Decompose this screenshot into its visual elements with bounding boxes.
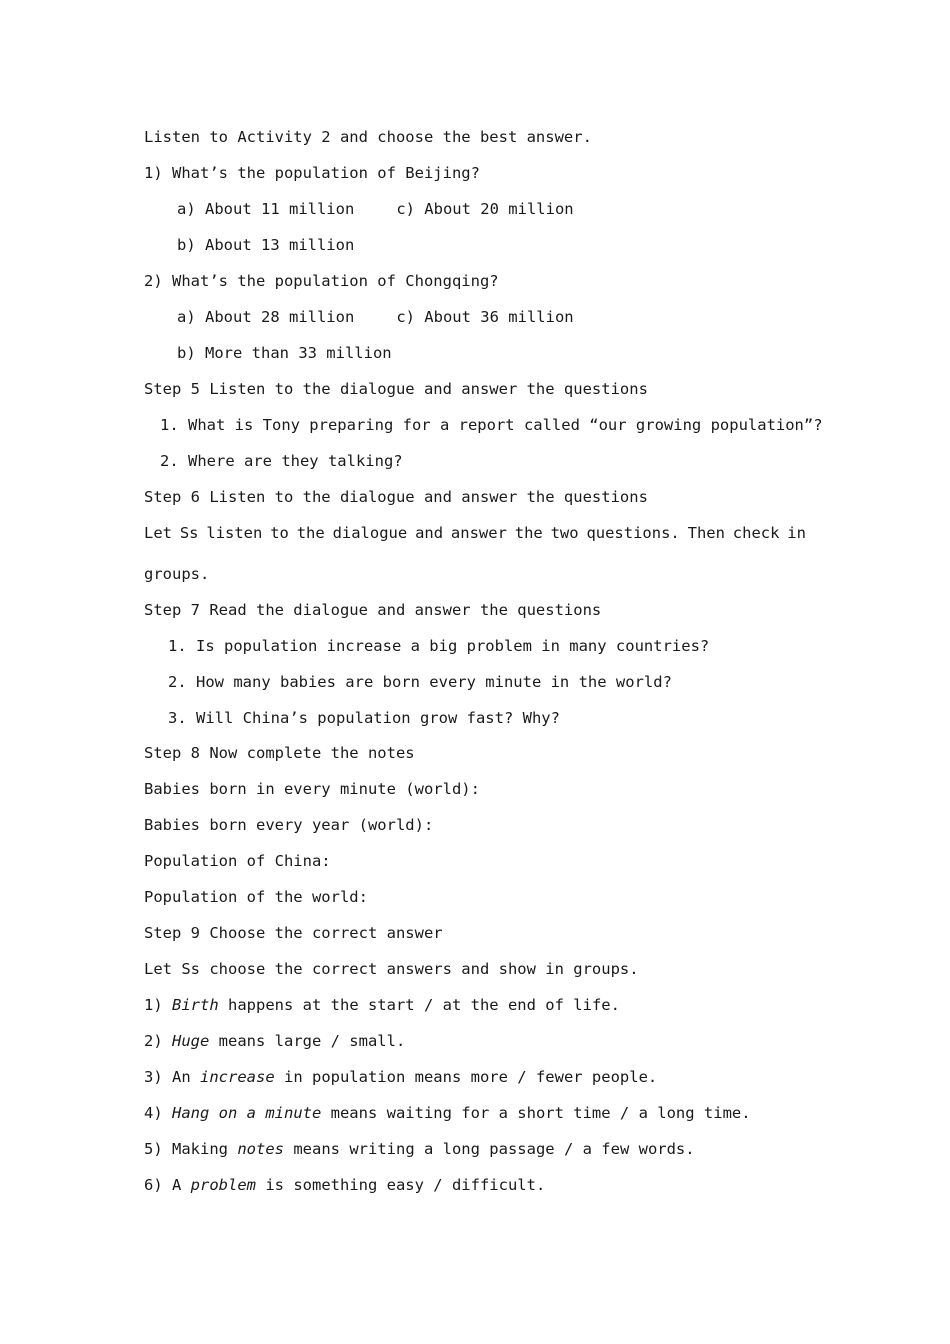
step6-word: Then <box>687 524 725 542</box>
step6-word: the <box>296 524 325 542</box>
question-1: 1) What’s the population of Beijing? <box>144 164 480 182</box>
step5-title: Step 5 Listen to the dialogue and answer the questions <box>144 380 648 398</box>
step7-title: Step 7 Read the dialogue and answer the questions <box>144 601 602 619</box>
step6-word: to <box>270 524 289 542</box>
step6-word: and <box>415 524 444 542</box>
choice-suffix: means writing a long passage / a few words. <box>284 1140 695 1158</box>
choice-suffix: is something easy / difficult. <box>256 1176 546 1194</box>
option-2c: c) About 36 million <box>396 308 574 326</box>
step5-question-1: 1. What is Tony preparing for a report called “our growing population”? <box>160 416 823 434</box>
choice-prefix: 6) A <box>144 1176 191 1194</box>
step6-word: listen <box>206 524 263 542</box>
option-1b: b) About 13 million <box>177 236 355 254</box>
choice-suffix: means large / small. <box>209 1032 406 1050</box>
step6-word: Let <box>144 524 172 542</box>
option-1a: a) About 11 million <box>177 200 355 218</box>
step6-word: answer <box>450 524 507 542</box>
step6-word: in <box>787 524 806 542</box>
choice-item-4 <box>144 1103 751 1123</box>
step5-question-2: 2. Where are they talking? <box>160 452 403 470</box>
step9-instruction: Let Ss choose the correct answers and show in groups. <box>144 960 639 978</box>
option-2a: a) About 28 million <box>177 308 355 326</box>
question-2-options-row <box>177 307 574 327</box>
question-2: 2) What’s the population of Chongqing? <box>144 272 499 290</box>
choice-suffix: means waiting for a short time / a long time. <box>321 1104 751 1122</box>
choice-item-2 <box>144 1031 405 1051</box>
choice-item-6 <box>144 1175 545 1195</box>
step6-word: two <box>550 524 579 542</box>
note-population-china: Population of China: <box>144 852 331 870</box>
step7-question-3: 3. Will China’s population grow fast? Why? <box>168 709 560 727</box>
step6-word: check <box>732 524 780 542</box>
choice-term: Hang on a minute <box>172 1104 322 1122</box>
choice-term: increase <box>200 1068 275 1086</box>
choice-item-1 <box>144 995 620 1015</box>
choice-item-3 <box>144 1067 657 1087</box>
step8-title: Step 8 Now complete the notes <box>144 744 415 762</box>
choice-suffix: in population means more / fewer people. <box>274 1068 658 1086</box>
note-population-world: Population of the world: <box>144 888 368 906</box>
choice-prefix: 2) <box>144 1032 172 1050</box>
step6-title: Step 6 Listen to the dialogue and answer the questions <box>144 488 648 506</box>
step6-instruction <box>144 523 806 543</box>
choice-term: problem <box>190 1176 256 1194</box>
choice-prefix: 4) <box>144 1104 172 1122</box>
choice-prefix: 5) Making <box>144 1140 238 1158</box>
choice-term: Huge <box>172 1032 210 1050</box>
option-1c: c) About 20 million <box>396 200 574 218</box>
note-babies-per-year: Babies born every year (world): <box>144 816 434 834</box>
activity-intro: Listen to Activity 2 and choose the best answer. <box>144 128 592 146</box>
step7-question-2: 2. How many babies are born every minute in the world? <box>168 673 672 691</box>
choice-suffix: happens at the start / at the end of life. <box>218 996 620 1014</box>
step6-word: questions. <box>586 524 680 542</box>
question-1-options-row <box>177 199 574 219</box>
step9-title: Step 9 Choose the correct answer <box>144 924 443 942</box>
note-babies-per-minute: Babies born in every minute (world): <box>144 780 480 798</box>
choice-term: notes <box>237 1140 284 1158</box>
choice-prefix: 3) An <box>144 1068 200 1086</box>
step6-word: dialogue <box>332 524 408 542</box>
step7-question-1: 1. Is population increase a big problem in many countries? <box>168 637 710 655</box>
choice-prefix: 1) <box>144 996 172 1014</box>
choice-item-5 <box>144 1139 695 1159</box>
step6-word: the <box>514 524 543 542</box>
step6-word: Ss <box>179 524 199 542</box>
step6-instruction-continued: groups. <box>144 565 210 583</box>
choice-term: Birth <box>172 996 219 1014</box>
option-2b: b) More than 33 million <box>177 344 392 362</box>
